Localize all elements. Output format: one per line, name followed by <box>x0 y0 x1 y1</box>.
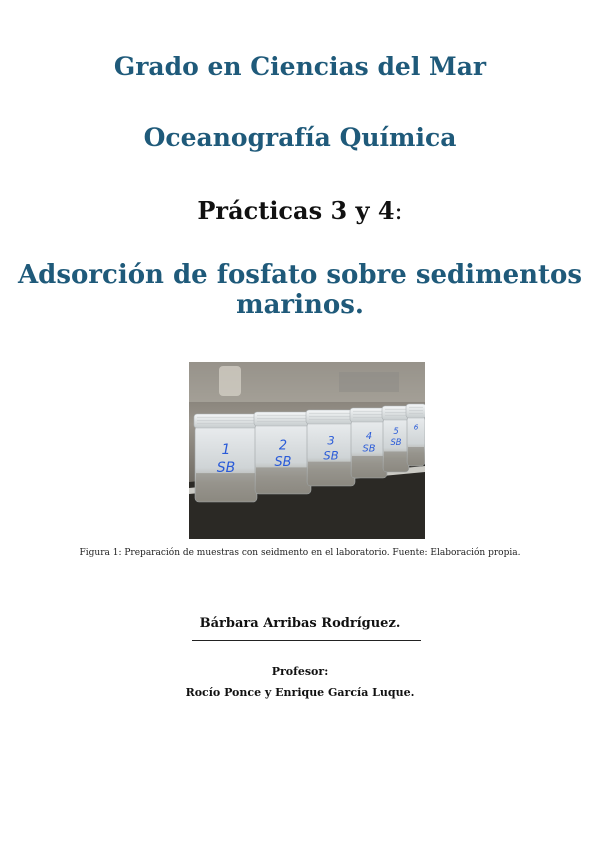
author-name: Bárbara Arribas Rodríguez. <box>199 616 401 631</box>
document-title-line-1: Adsorción de fosfato sobre sedimentos <box>17 260 583 290</box>
jar-number-label: 2 <box>278 438 288 454</box>
jar-number-label: 5 <box>393 426 399 436</box>
practice-title <box>0 196 600 225</box>
practice-colon: : <box>394 197 403 225</box>
sample-jar <box>254 412 312 494</box>
jar-number-label: 3 <box>327 433 335 448</box>
sample-jar <box>194 414 258 502</box>
figure-caption: Figura 1: Preparación de muestras con seidmento en el laboratorio. Fuente: Elaboración propia. <box>79 548 521 558</box>
jar-code-label: SB <box>216 460 236 476</box>
jar-number-label: 4 <box>365 431 373 442</box>
degree-title: Grado en Ciencias del Mar <box>113 52 487 81</box>
sample-jar <box>306 410 356 486</box>
jar-code-label: SB <box>274 455 292 471</box>
subject-title: Oceanografía Química <box>143 123 457 152</box>
sample-jar <box>406 404 425 466</box>
professor-label: Profesor: <box>271 665 329 678</box>
jar-code-label: SB <box>362 443 376 455</box>
professor-names: Rocío Ponce y Enrique García Luque. <box>185 686 415 699</box>
jar-code-label: SB <box>390 436 402 447</box>
jar-code-label: SB <box>323 448 339 463</box>
jar-number-label: 6 <box>413 422 419 432</box>
jar-number-label: 1 <box>221 442 231 458</box>
figure-photo-sample-jars <box>189 362 425 539</box>
practice-label: Prácticas 3 y 4 <box>197 196 395 225</box>
author-underline <box>192 640 421 641</box>
document-title-line-2: marinos. <box>236 290 364 320</box>
document-title <box>0 260 600 320</box>
